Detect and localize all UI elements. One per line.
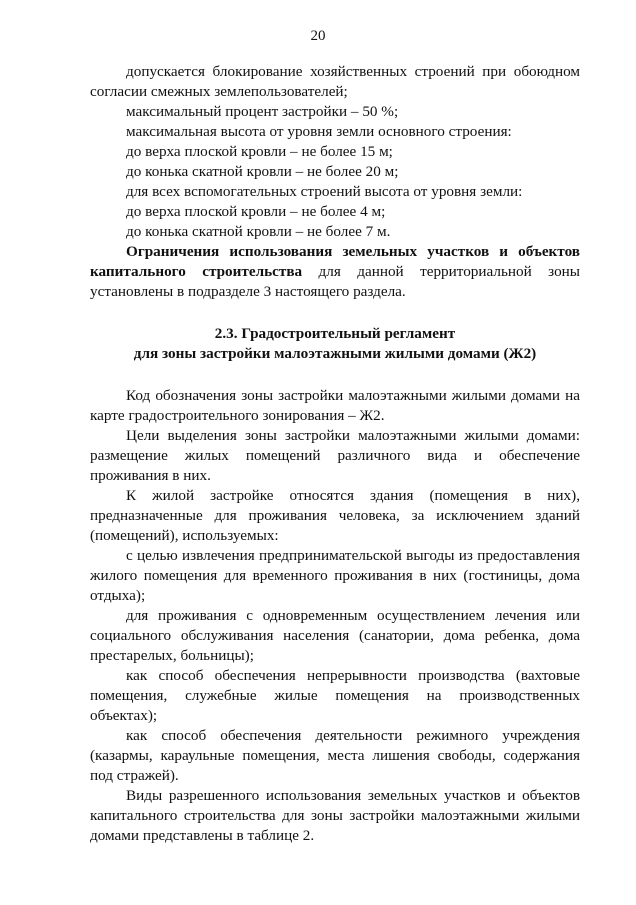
section-heading xyxy=(90,324,580,364)
restrictions-bold-text: Ограничения использования земельных участков и объектов капитального строительства xyxy=(90,243,580,280)
paragraph-pitched-roof-main: до конька скатной кровли – не более 20 м; xyxy=(126,163,399,180)
restrictions-text: для данной территориальной зоны установлены в подразделе 3 настоящего раздела. xyxy=(90,263,580,300)
list-item-treatment: для проживания с одновременным осуществлением лечения или социального обслуживания населения (санатории, дома ребенка, дома престарелых, больницы); xyxy=(90,607,580,664)
list-item-institution: как способ обеспечения деятельности режимного учреждения (казармы, караульные помещения, места лишения свободы, содержания под стражей). xyxy=(90,727,580,784)
paragraph-pitched-roof-aux: до конька скатной кровли – не более 7 м. xyxy=(126,223,391,240)
paragraph-zone-goals: Цели выделения зоны застройки малоэтажными жилыми домами: размещение жилых помещений различного вида и обеспечение проживания в них. xyxy=(90,427,580,484)
paragraph-max-percent: максимальный процент застройки – 50 %; xyxy=(126,103,399,120)
paragraph-blocking: допускается блокирование хозяйственных строений при обоюдном согласии смежных землепользователей; xyxy=(90,63,580,100)
list-item-production: как способ обеспечения непрерывности производства (вахтовые помещения, служебные жилые помещения на производственных объектах); xyxy=(90,667,580,724)
list-item-business: с целью извлечения предпринимательской выгоды из предоставления жилого помещения для временного проживания в них (гостиницы, дома отдыха); xyxy=(90,547,580,604)
page-number: 20 xyxy=(310,28,326,44)
paragraph-table-reference: Виды разрешенного использования земельных участков и объектов капитального строительства для зоны застройки малоэтажными жилыми домами представлены в таблице 2. xyxy=(90,787,580,844)
section-title-line2: для зоны застройки малоэтажными жилыми домами (Ж2) xyxy=(133,345,537,362)
paragraph-flat-roof-main: до верха плоской кровли – не более 15 м; xyxy=(126,143,393,160)
paragraph-zone-code: Код обозначения зоны застройки малоэтажными жилыми домами на карте градостроительного зонирования – Ж2. xyxy=(90,387,580,424)
paragraph-max-height: максимальная высота от уровня земли основного строения: xyxy=(126,123,512,140)
paragraph-residential-definition: К жилой застройке относятся здания (помещения в них), предназначенные для проживания человека, за исключением зданий (помещений), используемых: xyxy=(90,487,580,544)
paragraph-auxiliary-height: для всех вспомогательных строений высота от уровня земли: xyxy=(126,183,523,200)
paragraph-flat-roof-aux: до верха плоской кровли – не более 4 м; xyxy=(126,203,386,220)
paragraph-restrictions xyxy=(90,242,580,302)
document-body xyxy=(90,62,580,846)
section-title-line1: 2.3. Градостроительный регламент xyxy=(214,325,456,342)
